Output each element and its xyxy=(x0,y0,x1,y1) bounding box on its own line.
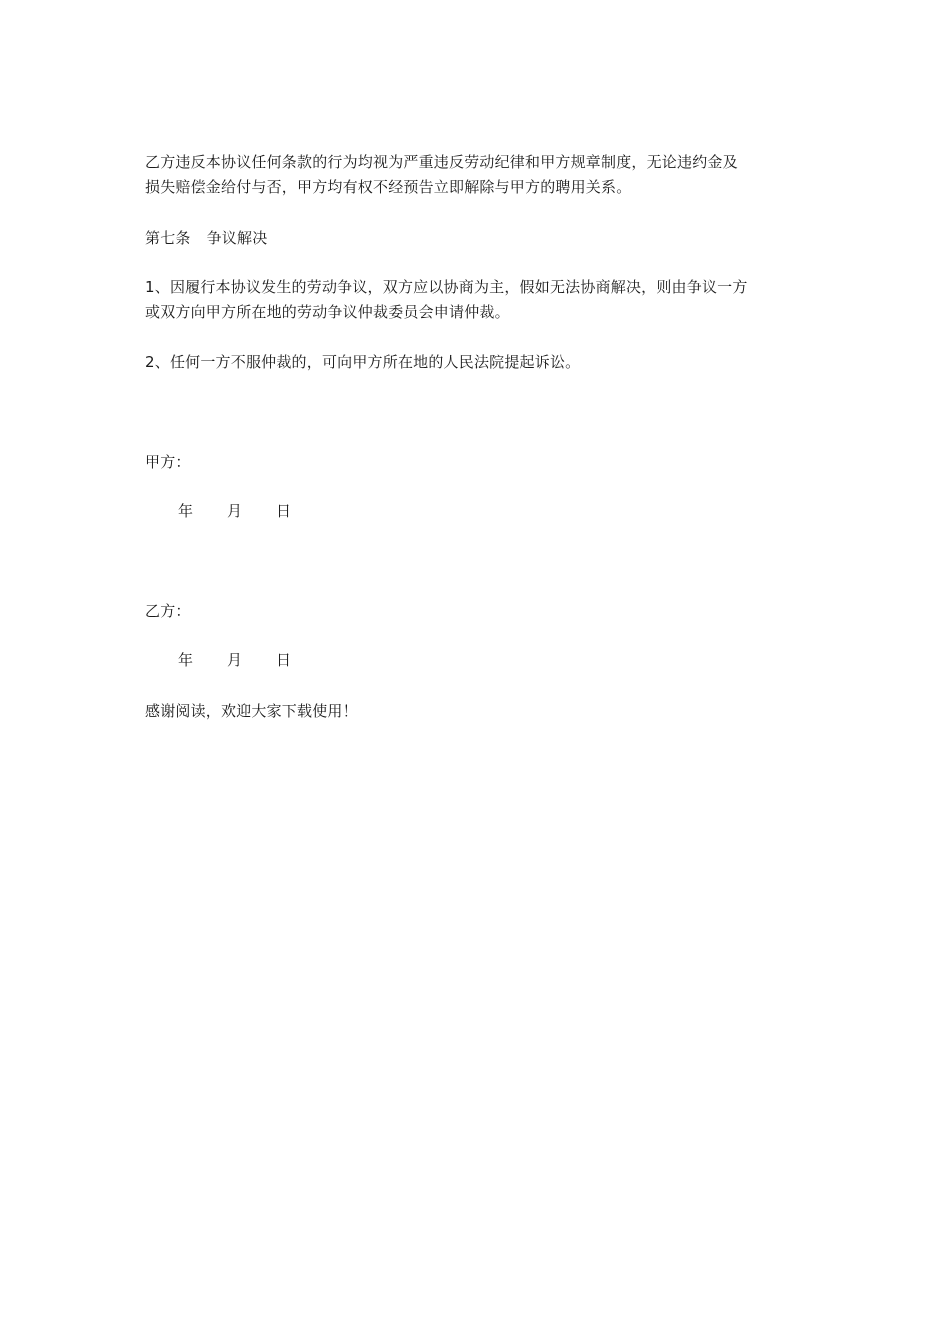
closing-note-text: 感谢阅读，欢迎大家下载使用！ xyxy=(145,702,358,720)
party-b-day: 日 xyxy=(276,651,292,669)
item-2-line: 2、任何一方不服仲裁的，可向甲方所在地的人民法院提起诉讼。 xyxy=(145,353,581,371)
party-b-date-line xyxy=(178,648,291,673)
party-b-month: 月 xyxy=(227,651,243,669)
article-title: 争议解决 xyxy=(206,229,268,247)
party-b-label-text: 乙方： xyxy=(145,602,191,620)
party-a-day: 日 xyxy=(276,502,292,520)
party-b-label xyxy=(145,599,815,624)
party-a-year: 年 xyxy=(178,502,194,520)
item-1-line-1: 1、因履行本协议发生的劳动争议，双方应以协商为主，假如无法协商解决，则由争议一方 xyxy=(145,278,748,296)
party-a-label xyxy=(145,450,815,475)
article-number: 第七条 xyxy=(145,229,191,247)
breach-clause-paragraph xyxy=(145,150,815,200)
party-a-date-line xyxy=(178,499,291,524)
article-7-heading xyxy=(145,226,815,251)
breach-clause-line-1: 乙方违反本协议任何条款的行为均视为严重违反劳动纪律和甲方规章制度，无论违约金及 xyxy=(145,153,738,171)
closing-note xyxy=(145,699,815,724)
breach-clause-line-2: 损失赔偿金给付与否，甲方均有权不经预告立即解除与甲方的聘用关系。 xyxy=(145,178,632,196)
item-1-line-2: 或双方向甲方所在地的劳动争议仲裁委员会申请仲裁。 xyxy=(145,303,510,321)
party-a-month: 月 xyxy=(227,502,243,520)
article-7-item-1 xyxy=(145,275,815,325)
article-7-item-2 xyxy=(145,350,815,375)
party-a-label-text: 甲方： xyxy=(145,453,191,471)
party-b-year: 年 xyxy=(178,651,194,669)
